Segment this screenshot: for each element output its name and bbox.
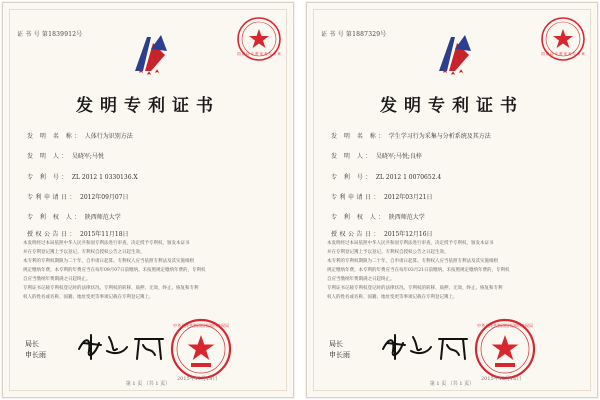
body-line: 专利证书记载专利权登记时的法律状况。专利权的转移、质押、无效、终止、恢复和专利 xyxy=(327,286,503,291)
body-line: 本发明经过本局依照中华人民共和国专利法进行审查，决定授予专利权，颁发本证书 xyxy=(23,241,190,246)
patent-office-logo-icon xyxy=(121,29,177,79)
field-inventor xyxy=(27,151,104,160)
body-line: 本专利的专利权期限为二十年，自申请日起算。专利权人应当依照专利法及其实施细则 xyxy=(327,259,498,264)
field-label: 专利申请日： xyxy=(27,194,79,201)
body-line: 规定缴纳年费。本专利的年费应当在每年03月21日前缴纳。未按照规定缴纳年费的，专利权 xyxy=(327,268,510,273)
seal-bottom-text: 中华人民共和国国家知识产权局 xyxy=(173,323,229,328)
patent-certificate-right xyxy=(306,2,598,398)
field-patent-number xyxy=(331,172,441,181)
field-value: 2015年11月18日 xyxy=(80,231,129,238)
official-seal-icon xyxy=(539,15,587,63)
body-line: 专利证书记载专利权登记时的法律状况。专利权的转移、质押、无效、终止、恢复和专利 xyxy=(23,286,199,291)
field-value: 陕西师范大学 xyxy=(388,214,425,221)
body-line: 并在专利登记簿上予以登记。专利权自授权公告之日起生效。 xyxy=(327,250,449,255)
field-value: 陕西师范大学 xyxy=(84,214,121,221)
field-label: 授权公告日： xyxy=(27,231,79,238)
field-patentee xyxy=(331,212,425,221)
body-line: 本专利的专利权期限为二十年，自申请日起算。专利权人应当依照专利法及其实施细则 xyxy=(23,259,194,264)
seal-top-text: 国 知 局 专 利 审 查 专 用 章 xyxy=(541,52,585,56)
body-line: 权人的姓名或名称、国籍、地址变更等事项记载在专利登记簿上。 xyxy=(23,295,154,300)
patent-certificate-left xyxy=(2,2,294,398)
signature-icon xyxy=(379,329,475,363)
official-seal-icon xyxy=(235,15,283,63)
field-application-date xyxy=(27,192,129,201)
body-line: 自应当缴纳年费期满之日起终止。 xyxy=(23,277,91,282)
director-name: 申长雨 xyxy=(25,351,46,359)
field-value: ZL 2012 1 0070652.4 xyxy=(375,174,442,181)
field-label: 专利申请日： xyxy=(331,194,383,201)
seal-date: 2015年12月16日 xyxy=(481,376,522,382)
director-block xyxy=(329,339,350,361)
certificate-title: 发明专利证书 xyxy=(76,96,220,116)
director-title: 局长 xyxy=(329,340,343,348)
field-label: 发 明 人： xyxy=(27,153,70,160)
certificate-title: 发明专利证书 xyxy=(380,96,524,116)
field-value: 吴晓军;马悦;良梓 xyxy=(375,153,422,160)
field-value: 吴晓军;马悦 xyxy=(71,153,104,160)
field-value: 2012年03月21日 xyxy=(384,194,433,201)
field-label: 专 利 号： xyxy=(331,174,374,181)
director-block xyxy=(25,339,46,361)
body-line: 自应当缴纳年费期满之日起终止。 xyxy=(327,277,395,282)
page-number: 第 1 页 （共 1 页） xyxy=(429,381,475,387)
field-invention-name xyxy=(27,131,133,140)
field-patentee xyxy=(27,212,121,221)
body-line: 规定缴纳年费。本专利的年费应当在每年09月07日前缴纳。未按照规定缴纳年费的，专利权 xyxy=(23,268,206,273)
field-value: 2015年12月16日 xyxy=(384,231,433,238)
body-line: 并在专利登记簿上予以登记。专利权自授权公告之日起生效。 xyxy=(23,250,145,255)
official-seal-icon xyxy=(473,317,537,381)
field-label: 发 明 名 称： xyxy=(27,133,83,140)
field-grant-date xyxy=(27,229,129,238)
field-label: 授权公告日： xyxy=(331,231,383,238)
certificate-body-text xyxy=(327,239,577,302)
body-line: 本发明经过本局依照中华人民共和国专利法进行审查，决定授予专利权，颁发本证书 xyxy=(327,241,494,246)
field-application-date xyxy=(331,192,433,201)
signature-icon xyxy=(75,329,171,363)
field-label: 专 利 号： xyxy=(27,174,70,181)
seal-bottom-text: 中华人民共和国国家知识产权局 xyxy=(477,323,533,328)
seal-date: 2015年11月18日 xyxy=(177,376,218,382)
field-value: ZL 2012 1 0330136.X xyxy=(71,174,138,181)
official-seal-icon xyxy=(169,317,233,381)
page-number: 第 1 页 （共 1 页） xyxy=(125,381,171,387)
field-inventor xyxy=(331,151,422,160)
field-grant-date xyxy=(331,229,433,238)
field-value: 学生学习行为采集与分析系统及其方法 xyxy=(388,133,491,140)
field-label: 专 利 权 人： xyxy=(331,214,387,221)
seal-top-text: 国 知 局 专 利 审 查 专 用 章 xyxy=(237,52,281,56)
body-line: 权人的姓名或名称、国籍、地址变更等事项记载在专利登记簿上。 xyxy=(327,295,458,300)
director-name: 申长雨 xyxy=(329,351,350,359)
field-value: 人体行为识别方法 xyxy=(84,133,133,140)
field-label: 专 利 权 人： xyxy=(27,214,83,221)
patent-office-logo-icon xyxy=(425,29,481,79)
field-label: 发 明 名 称： xyxy=(331,133,387,140)
director-title: 局长 xyxy=(25,340,39,348)
field-value: 2012年09月07日 xyxy=(80,194,129,201)
field-label: 发 明 人： xyxy=(331,153,374,160)
certificate-serial: 证 书 号 第1839912号 xyxy=(17,31,83,38)
field-invention-name xyxy=(331,131,491,140)
certificate-body-text xyxy=(23,239,273,302)
field-patent-number xyxy=(27,172,138,181)
certificate-serial: 证 书 号 第1887329号 xyxy=(321,31,387,38)
